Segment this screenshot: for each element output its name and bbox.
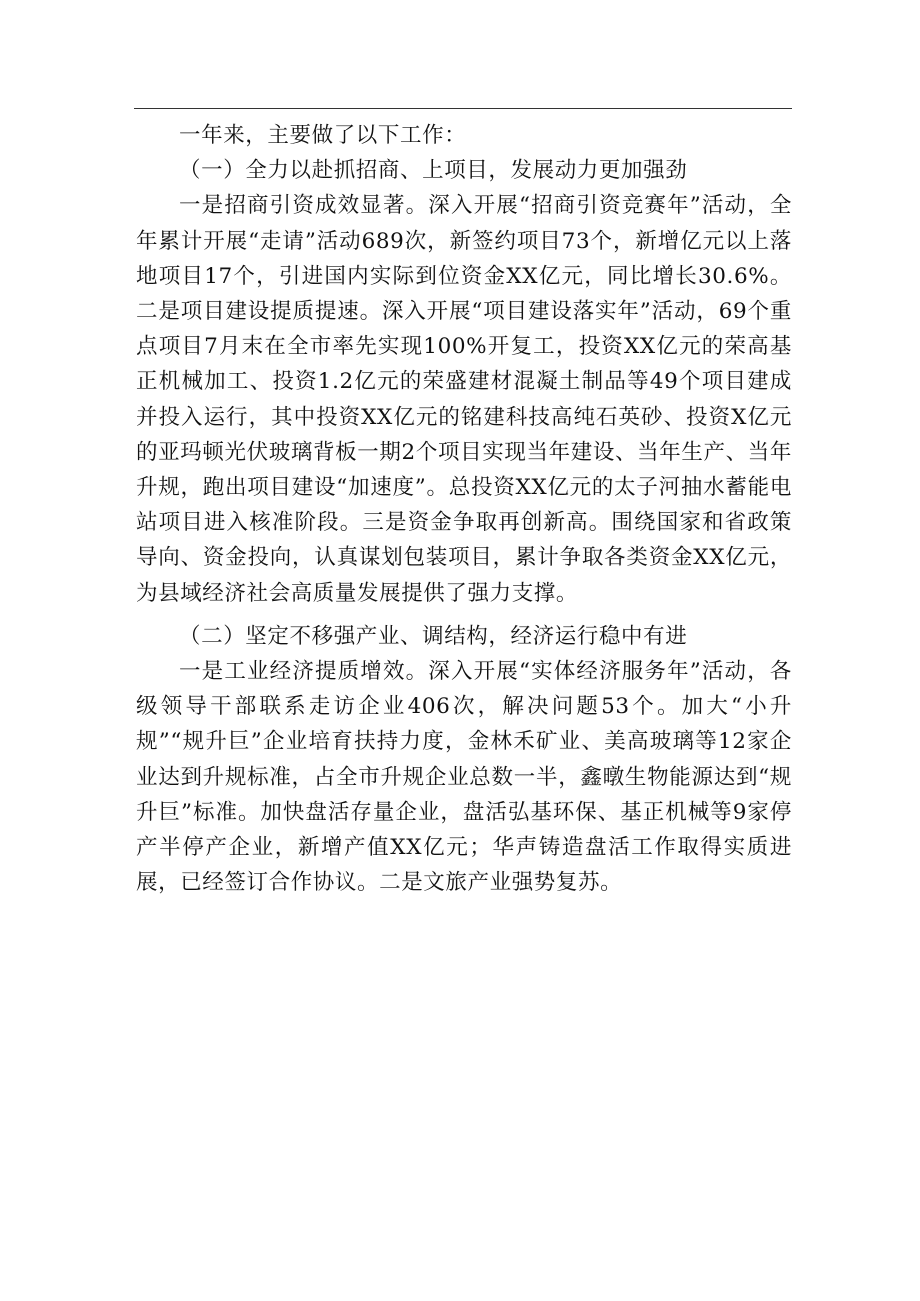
intro-paragraph: 一年来，主要做了以下工作： (179, 123, 467, 148)
document-body (136, 118, 792, 900)
header-rule (134, 108, 792, 109)
section-1-paragraph: 一是招商引资成效显著。深入开展“招商引资竞赛年”活动，全年累计开展“走请”活动689次，新签约项目73个，新增亿元以上落地项目17个，引进国内实际到位资金XX亿元，同比增长30.6%。二是项目建设提质提速。深入开展“项目建设落实年”活动，69个重点项目7月末在全市率先实现100%开复工，投资XX亿元的荣高基正机械加工、投资1.2亿元的荣盛建材混凝土制品等49个项目建成并投入运行，其中投资XX亿元的铭建科技高纯石英砂、投资X亿元的亚玛顿光伏玻璃背板一期2个项目实现当年建设、当年生产、当年升规，跑出项目建设“加速度”。总投资XX亿元的太子河抽水蓄能电站项目进入核准阶段。三是资金争取再创新高。围绕国家和省政策导向、资金投向，认真谋划包装项目，累计争取各类资金XX亿元，为县域经济社会高质量发展提供了强力支撑。 (136, 193, 792, 606)
section-2-heading: （二）坚定不移强产业、调结构，经济运行稳中有进 (179, 623, 688, 649)
section-1-heading: （一）全力以赴抓招商、上项目，发展动力更加强劲 (179, 158, 688, 184)
section-2-paragraph: 一是工业经济提质增效。深入开展“实体经济服务年”活动，各级领导干部联系走访企业406次，解决问题53个。加大“小升规”“规升巨”企业培育扶持力度，金林禾矿业、美高玻璃等12家企业达到升规标准，占全市升规企业总数一半，鑫暾生物能源达到“规升巨”标准。加快盘活存量企业，盘活弘基环保、基正机械等9家停产半停产企业，新增产值XX亿元；华声铸造盘活工作取得实质进展，已经签订合作协议。二是文旅产业强势复苏。 (136, 659, 792, 896)
